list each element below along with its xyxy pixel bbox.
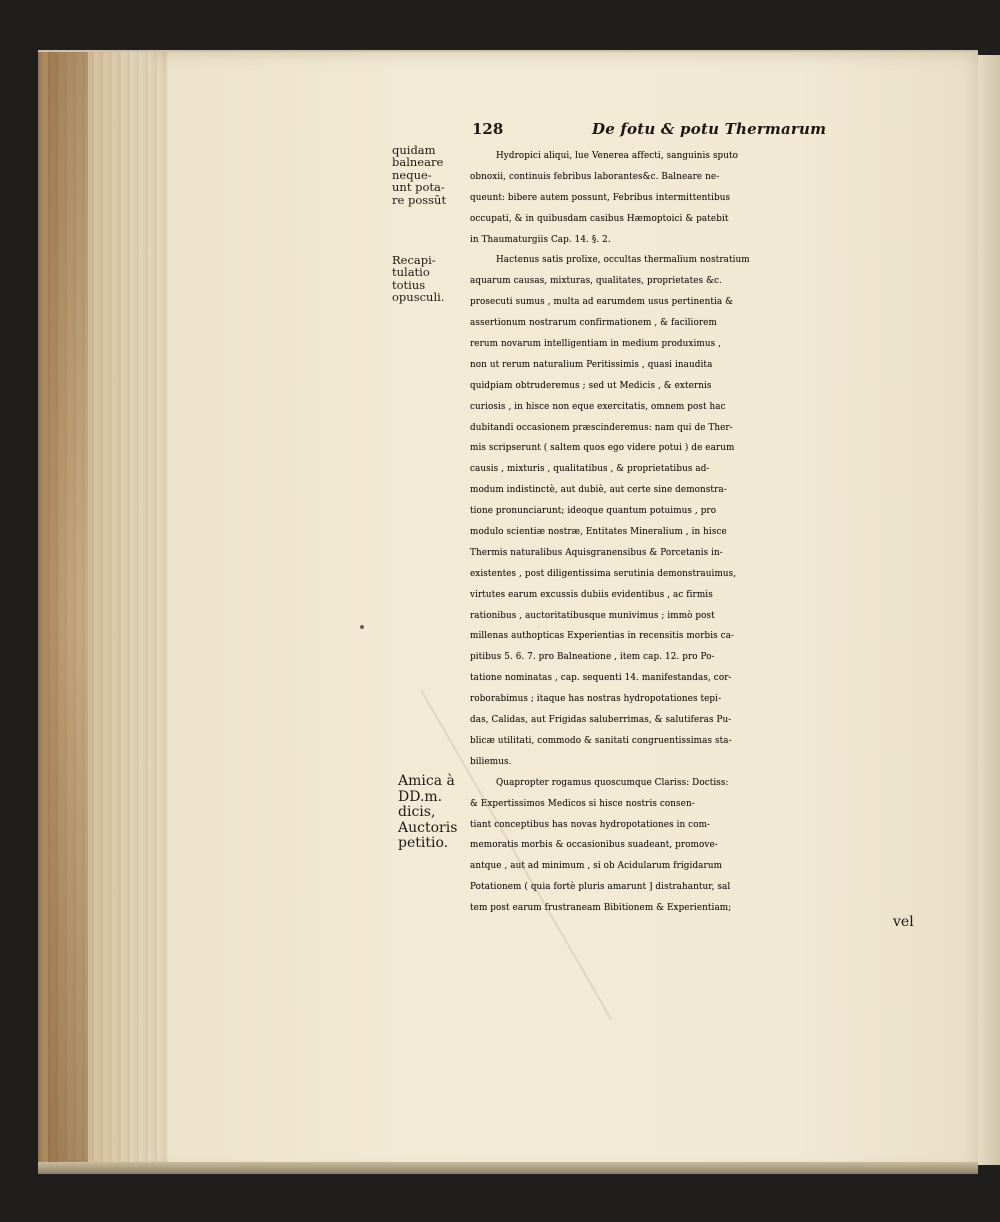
margin-note-line: re possũt — [392, 192, 447, 207]
running-title: De fotu & potu Thermarum — [592, 120, 827, 138]
text-line: memoratis morbis & occasionibus suadeant, promove- — [470, 840, 718, 851]
margin-note-line: quidam — [392, 143, 436, 157]
margin-note-line: dicis, — [398, 804, 436, 821]
text-line: das, Calidas, aut Frigidas saluberrimas, & salutiferas Pu- — [470, 715, 732, 726]
margin-note-petitio — [398, 774, 478, 852]
text-line: Hactenus satis prolixe, occultas thermalium nostratium — [496, 255, 750, 266]
text-line: occupati, & in quibusdam casibus Hæmoptoici & patebit — [470, 213, 729, 224]
text-line: causis , mixturis , qualitatibus , & proprietatibus ad- — [470, 464, 710, 475]
text-line: Thermis naturalibus Aquisgranensibus & Porcetanis in- — [470, 547, 723, 558]
text-line: curiosis , in hisce non eque exercitatis, omnem post hac — [470, 401, 726, 412]
margin-note-line: DD.m. — [398, 788, 443, 805]
text-line: Potationem ( quia fortè pluris amarunt ] distrahantur, sal — [470, 882, 731, 893]
text-line: aquarum causas, mixturas, qualitates, proprietates &c. — [470, 276, 722, 287]
ink-spot — [360, 625, 364, 629]
text-line: antque , aut ad minimum , si ob Acidularum frigidarum — [470, 861, 723, 872]
text-line: roborabimus ; itaque has nostras hydropotationes tepi- — [470, 694, 722, 705]
text-line: virtutes earum excussis dubiis evidentibus , ac firmis — [470, 589, 713, 600]
text-line: quidpiam obtruderemus ; sed ut Medicis , & externis — [470, 380, 712, 391]
text-line: queunt: bibere autem possunt, Febribus intermittentibus — [470, 192, 731, 203]
text-line: assertionum nostrarum confirmationem , & faciliorem — [470, 318, 717, 329]
text-line: non ut rerum naturalium Peritissimis , quasi inaudita — [470, 359, 713, 370]
margin-note-line: tulatio — [392, 265, 430, 280]
text-line: Quapropter rogamus quoscumque Clariss: Doctiss: — [496, 777, 729, 788]
text-line: rerum novarum intelligentiam in medium produximus , — [470, 339, 721, 350]
text-line: rationibus , auctoritatibusque munivimus ; immò post — [470, 610, 715, 621]
margin-note-line: balneare — [392, 155, 444, 170]
margin-note-line: Recapi- — [392, 253, 436, 267]
binding-edge — [38, 52, 168, 1170]
margin-note-recapitulatio — [392, 254, 472, 304]
text-line: modum indistinctè, aut dubiè, aut certe sine demonstra- — [470, 485, 727, 496]
text-line: existentes , post diligentissima serutinia demonstrauimus, — [470, 568, 737, 579]
text-line: biliemus. — [470, 756, 512, 767]
text-line: blicæ utilitati, commodo & sanitati congruentissimas sta- — [470, 735, 732, 746]
margin-note-line: Auctoris — [398, 819, 458, 836]
catchword: vel — [893, 914, 914, 930]
text-line: modulo scientiæ nostræ, Entitates Mineralium , in hisce — [470, 527, 727, 538]
text-line: mis scripserunt ( saltem quos ego videre potui ) de earum — [470, 443, 735, 454]
body-text — [470, 146, 930, 919]
text-line: & Expertissimos Medicos si hisce nostris consen- — [470, 798, 695, 809]
text-line: tem post earum frustraneam Bibitionem & Experientiam; — [470, 903, 732, 914]
text-line: pitibus 5. 6. 7. pro Balneatione , item cap. 12. pro Po- — [470, 652, 715, 663]
text-line: dubitandi occasionem præscinderemus: nam qui de Ther- — [470, 422, 733, 433]
page-number: 128 — [472, 120, 504, 138]
margin-note-line: unt pota- — [392, 180, 445, 195]
text-line: obnoxii, continuis febribus laborantes&c. Balneare ne- — [470, 171, 720, 182]
text-line: Hydropici aliqui, lue Venerea affecti, sanguinis sputo — [496, 151, 739, 161]
margin-note-line: opusculi. — [392, 290, 445, 305]
text-line: tione pronunciarunt; ideoque quantum potuimus , pro — [470, 506, 717, 517]
text-line: millenas authopticas Experientias in recensitis morbis ca- — [470, 631, 735, 642]
binding-stain — [48, 52, 88, 1170]
margin-note-line: neque- — [392, 167, 432, 182]
margin-note-line: totius — [392, 277, 426, 292]
margin-note-line: Amica à — [398, 773, 455, 789]
text-line: in Thaumaturgiis Cap. 14. §. 2. — [470, 234, 611, 245]
page-header — [472, 120, 927, 142]
margin-note-line: petitio. — [398, 835, 449, 852]
margin-note-balneare — [392, 144, 472, 206]
text-line: prosecuti sumus , multa ad earumdem usus pertinentia & — [470, 297, 734, 308]
text-line: tiant conceptibus has novas hydropotationes in com- — [470, 819, 711, 830]
page-bottom-edge — [38, 1162, 978, 1174]
text-line: tatione nominatas , cap. sequenti 14. manifestandas, cor- — [470, 673, 732, 684]
